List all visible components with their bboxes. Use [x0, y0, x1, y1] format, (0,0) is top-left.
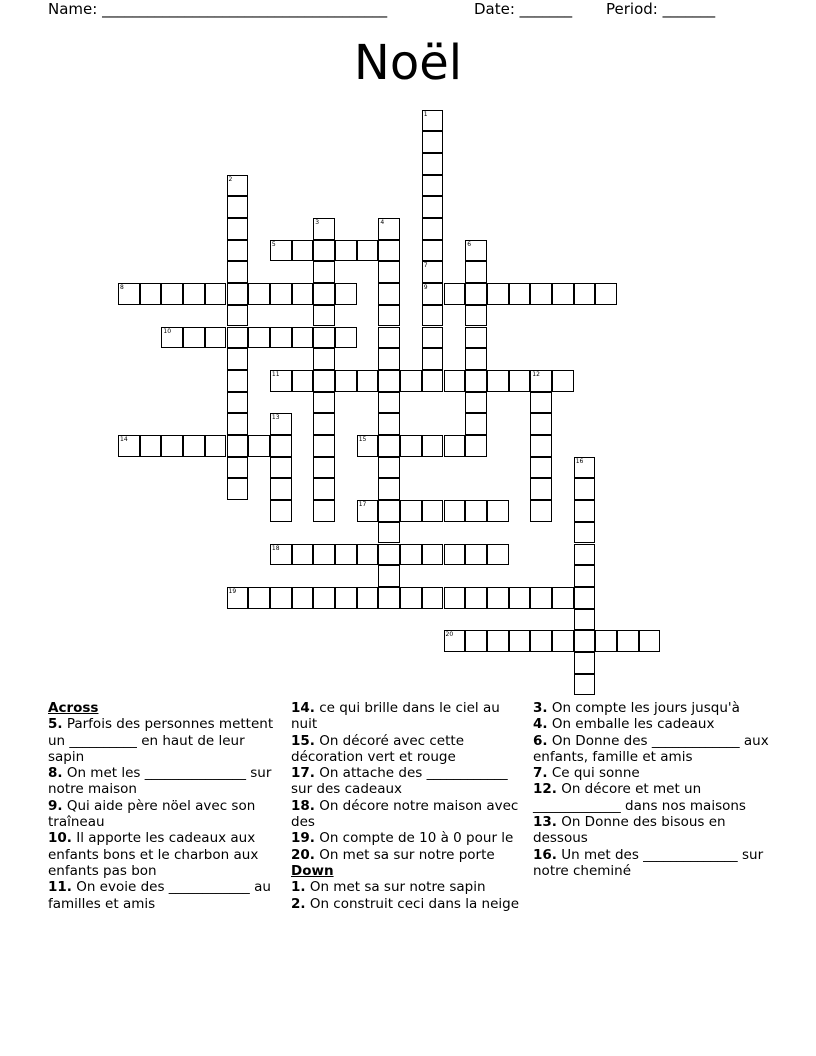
crossword-cell[interactable]	[422, 240, 444, 262]
clue-number: 9.	[48, 797, 63, 814]
crossword-cell[interactable]	[378, 413, 400, 435]
crossword-cell[interactable]	[422, 261, 444, 283]
crossword-cell[interactable]	[227, 218, 249, 240]
page-title: Noël	[353, 35, 463, 91]
crossword-cell[interactable]	[422, 370, 444, 392]
crossword-cell[interactable]	[465, 370, 487, 392]
crossword-cell[interactable]	[118, 435, 140, 457]
crossword-cell[interactable]	[617, 630, 639, 652]
crossword-cell[interactable]	[465, 392, 487, 414]
crossword-cell[interactable]	[378, 565, 400, 587]
clue-number: 10.	[48, 830, 72, 847]
across-heading: Across	[48, 700, 99, 716]
crossword-cell[interactable]	[422, 327, 444, 349]
crossword-cell[interactable]	[465, 348, 487, 370]
crossword-cell[interactable]	[400, 587, 422, 609]
crossword-cell[interactable]	[248, 587, 270, 609]
clue-number: 6.	[533, 732, 548, 749]
crossword-cell[interactable]	[574, 674, 596, 696]
crossword-cell[interactable]	[183, 327, 205, 349]
crossword-cell[interactable]	[227, 283, 249, 305]
crossword-cell[interactable]	[357, 370, 379, 392]
crossword-cell[interactable]	[400, 544, 422, 566]
clue-number-label: 18	[271, 544, 280, 552]
clue-text: On construit ceci dans la neige	[305, 895, 520, 912]
clue-item	[48, 879, 284, 912]
crossword-cell[interactable]	[227, 413, 249, 435]
clue-number-label: 3	[315, 219, 320, 226]
clue-text: Un met des ______________ sur notre cheminé	[533, 846, 764, 879]
crossword-cell[interactable]	[313, 500, 335, 522]
crossword-cell[interactable]	[552, 630, 574, 652]
crossword-cell[interactable]	[335, 587, 357, 609]
name-field[interactable]: Name: ______________________________________	[48, 0, 388, 18]
crossword-cell[interactable]	[574, 652, 596, 674]
crossword-cell[interactable]	[422, 175, 444, 197]
clue-number: 8.	[48, 765, 63, 782]
clue-text: Ce qui sonne	[547, 765, 640, 782]
crossword-cell[interactable]	[227, 587, 249, 609]
crossword-cell[interactable]	[574, 565, 596, 587]
crossword-cell[interactable]	[530, 413, 552, 435]
crossword-cell[interactable]	[465, 283, 487, 305]
clue-text: On emballe les cadeaux	[547, 716, 715, 733]
crossword-cell[interactable]	[292, 587, 314, 609]
crossword-cell[interactable]	[378, 457, 400, 479]
crossword-cell[interactable]	[378, 348, 400, 370]
date-field[interactable]: Date: _______	[474, 0, 573, 18]
clue-item	[291, 733, 527, 766]
crossword-cell[interactable]	[574, 630, 596, 652]
clue-text: On compte de 10 à 0 pour le	[314, 830, 514, 847]
crossword-cell[interactable]	[378, 522, 400, 544]
clue-number: 2.	[291, 895, 306, 912]
clue-number: 14.	[291, 700, 315, 716]
crossword-cell[interactable]	[335, 370, 357, 392]
crossword-cell[interactable]	[313, 587, 335, 609]
crossword-cell[interactable]	[313, 218, 335, 240]
crossword-cell[interactable]	[227, 348, 249, 370]
clue-number-label: 5	[271, 240, 276, 248]
clue-item	[533, 700, 769, 716]
clue-number-label: 9	[423, 284, 428, 292]
crossword-cell[interactable]	[378, 327, 400, 349]
crossword-cell[interactable]	[313, 413, 335, 435]
crossword-cell[interactable]	[335, 283, 357, 305]
clue-text: On evoie des ____________ au familles et amis	[48, 879, 271, 912]
crossword-cell[interactable]	[378, 392, 400, 414]
crossword-cell[interactable]	[140, 435, 162, 457]
crossword-cell[interactable]	[400, 370, 422, 392]
crossword-cell[interactable]	[530, 478, 552, 500]
crossword-cell[interactable]	[183, 435, 205, 457]
crossword-cell[interactable]	[378, 587, 400, 609]
clue-number-label: 15	[358, 436, 367, 443]
clue-text: On met les _______________ sur notre maison	[48, 765, 272, 798]
clue-number: 13.	[533, 814, 557, 831]
crossword-cell[interactable]	[465, 500, 487, 522]
crossword-cell[interactable]	[378, 218, 400, 240]
clue-number-label: 6	[467, 240, 472, 248]
crossword-cell[interactable]	[227, 457, 249, 479]
crossword-cell[interactable]	[422, 131, 444, 153]
clue-number-label: 1	[423, 110, 428, 118]
clue-item	[533, 733, 769, 766]
crossword-cell[interactable]	[465, 544, 487, 566]
crossword-cell[interactable]	[248, 327, 270, 349]
crossword-cell[interactable]	[509, 283, 531, 305]
crossword-cell[interactable]	[639, 630, 661, 652]
crossword-cell[interactable]	[313, 283, 335, 305]
crossword-cell[interactable]	[574, 283, 596, 305]
clue-text: ce qui brille dans le ciel au nuit	[291, 700, 500, 733]
clue-item	[533, 847, 769, 880]
clue-text: Il apporte les cadeaux aux enfants bons et le charbon aux enfants pas bon	[48, 830, 259, 879]
crossword-cell[interactable]	[313, 478, 335, 500]
crossword-cell[interactable]	[487, 283, 509, 305]
clue-item	[533, 781, 769, 814]
crossword-cell[interactable]	[530, 392, 552, 414]
crossword-cell[interactable]	[292, 240, 314, 262]
crossword-cell[interactable]	[487, 544, 509, 566]
clue-number-label: 11	[271, 370, 280, 378]
crossword-cell[interactable]	[292, 327, 314, 349]
crossword-cell[interactable]	[487, 630, 509, 652]
crossword-cell[interactable]	[465, 413, 487, 435]
crossword-cell[interactable]	[552, 370, 574, 392]
crossword-cell[interactable]	[422, 587, 444, 609]
crossword-cell[interactable]	[313, 370, 335, 392]
crossword-cell[interactable]	[444, 544, 466, 566]
crossword-cell[interactable]	[465, 587, 487, 609]
crossword-cell[interactable]	[248, 283, 270, 305]
crossword-cell[interactable]	[487, 500, 509, 522]
crossword-cell[interactable]	[357, 435, 379, 457]
crossword-cell[interactable]	[422, 544, 444, 566]
clue-number-label: 17	[358, 501, 367, 509]
crossword-cell[interactable]	[227, 478, 249, 500]
crossword-cell[interactable]	[227, 392, 249, 414]
crossword-cell[interactable]	[422, 153, 444, 175]
clue-number: 16.	[533, 846, 557, 863]
clue-number: 20.	[291, 846, 315, 863]
clue-number-label: 2	[228, 175, 233, 183]
clue-item	[291, 879, 527, 895]
crossword-cell[interactable]	[313, 261, 335, 283]
crossword-cell[interactable]	[487, 587, 509, 609]
crossword-cell[interactable]	[140, 283, 162, 305]
crossword-cell[interactable]	[487, 370, 509, 392]
crossword-cell[interactable]	[574, 609, 596, 631]
crossword-cell[interactable]	[444, 283, 466, 305]
crossword-cell[interactable]	[292, 544, 314, 566]
clue-number: 1.	[291, 879, 306, 896]
crossword-cell[interactable]	[270, 240, 292, 262]
crossword-cell[interactable]	[422, 435, 444, 457]
crossword-cell[interactable]	[574, 457, 596, 479]
crossword-cell[interactable]	[270, 435, 292, 457]
crossword-cell[interactable]	[357, 544, 379, 566]
crossword-cell[interactable]	[378, 283, 400, 305]
crossword-cell[interactable]	[465, 435, 487, 457]
crossword-cell[interactable]	[465, 261, 487, 283]
crossword-cell[interactable]	[227, 435, 249, 457]
clue-text: On met sa sur notre sapin	[305, 879, 486, 896]
crossword-cell[interactable]	[292, 370, 314, 392]
crossword-cell[interactable]	[574, 544, 596, 566]
crossword-cell[interactable]	[313, 392, 335, 414]
crossword-cell[interactable]	[378, 478, 400, 500]
clue-item	[533, 814, 769, 847]
clue-text: On Donne des bisous en dessous	[533, 814, 726, 847]
clue-item	[533, 716, 769, 732]
crossword-cell[interactable]	[227, 327, 249, 349]
crossword-cell[interactable]	[444, 587, 466, 609]
crossword-cell[interactable]	[465, 630, 487, 652]
crossword-cell[interactable]	[227, 370, 249, 392]
crossword-cell[interactable]	[227, 240, 249, 262]
crossword-cell[interactable]	[595, 283, 617, 305]
crossword-cell[interactable]	[335, 240, 357, 262]
crossword-cell[interactable]	[552, 283, 574, 305]
crossword-cell[interactable]	[227, 261, 249, 283]
crossword-cell[interactable]	[270, 370, 292, 392]
clue-number: 7.	[533, 765, 548, 782]
clue-item	[291, 830, 527, 846]
clue-text: On met sa sur notre porte	[314, 846, 495, 863]
crossword-cell[interactable]	[574, 587, 596, 609]
clues-column-1	[48, 700, 284, 912]
clues-column-3	[533, 700, 769, 879]
crossword-cell[interactable]	[530, 283, 552, 305]
crossword-cell[interactable]	[530, 435, 552, 457]
crossword-cell[interactable]	[292, 283, 314, 305]
crossword-cell[interactable]	[270, 587, 292, 609]
crossword-cell[interactable]	[183, 283, 205, 305]
crossword-cell[interactable]	[248, 435, 270, 457]
clue-text: On décore notre maison avec des	[291, 797, 519, 831]
down-heading: Down	[291, 862, 334, 879]
crossword-cell[interactable]	[422, 500, 444, 522]
crossword-cell[interactable]	[444, 630, 466, 652]
crossword-cell[interactable]	[422, 348, 444, 370]
crossword-cell[interactable]	[444, 500, 466, 522]
clue-number: 11.	[48, 879, 72, 896]
clue-number: 19.	[291, 830, 315, 847]
crossword-cell[interactable]	[118, 283, 140, 305]
crossword-cell[interactable]	[574, 522, 596, 544]
crossword-cell[interactable]	[161, 435, 183, 457]
crossword-cell[interactable]	[595, 630, 617, 652]
clue-text: On décore et met un _____________ dans nos maisons	[533, 781, 746, 814]
crossword-cell[interactable]	[227, 305, 249, 327]
crossword-cell[interactable]	[400, 500, 422, 522]
crossword-cell[interactable]	[227, 175, 249, 197]
clue-number-label: 16	[575, 457, 584, 465]
clue-number: 3.	[533, 700, 548, 716]
crossword-cell[interactable]	[574, 500, 596, 522]
crossword-cell[interactable]	[465, 305, 487, 327]
clue-number-label: 12	[532, 370, 540, 378]
crossword-cell[interactable]	[378, 305, 400, 327]
crossword-cell[interactable]	[205, 327, 227, 349]
crossword-cell[interactable]	[270, 327, 292, 349]
crossword-cell[interactable]	[161, 283, 183, 305]
crossword-cell[interactable]	[378, 370, 400, 392]
crossword-cell[interactable]	[530, 500, 552, 522]
crossword-cell[interactable]	[270, 500, 292, 522]
crossword-cell[interactable]	[313, 348, 335, 370]
crossword-cell[interactable]	[509, 587, 531, 609]
crossword-cell[interactable]	[161, 327, 183, 349]
crossword-cell[interactable]	[422, 110, 444, 132]
clue-number: 18.	[291, 797, 315, 814]
clue-number-label: 8	[120, 284, 124, 292]
crossword-cell[interactable]	[270, 457, 292, 479]
clue-item	[48, 798, 284, 831]
crossword-cell[interactable]	[205, 283, 227, 305]
crossword-cell[interactable]	[530, 587, 552, 609]
crossword-cell[interactable]	[574, 478, 596, 500]
clue-item	[48, 765, 284, 798]
clue-number-label: 19	[228, 587, 237, 595]
crossword-cell[interactable]	[422, 305, 444, 327]
crossword-cell[interactable]	[530, 457, 552, 479]
crossword-cell[interactable]	[530, 630, 552, 652]
crossword-cell[interactable]	[378, 261, 400, 283]
clue-text: On décoré avec cette décoration vert et rouge	[291, 732, 464, 765]
crossword-cell[interactable]	[378, 500, 400, 522]
crossword-cell[interactable]	[357, 500, 379, 522]
clue-text: On attache des ____________ sur des cadeaux	[291, 765, 508, 798]
clue-number: 12.	[533, 781, 557, 798]
clue-item	[291, 896, 527, 912]
clue-number: 4.	[533, 716, 548, 733]
clue-item	[291, 765, 527, 798]
crossword-cell[interactable]	[465, 327, 487, 349]
period-field[interactable]: Period: _______	[606, 0, 716, 18]
crossword-cell[interactable]	[313, 544, 335, 566]
crossword-cell[interactable]	[335, 327, 357, 349]
crossword-cell[interactable]	[444, 435, 466, 457]
crossword-cell[interactable]	[357, 240, 379, 262]
clue-number: 15.	[291, 732, 315, 749]
crossword-cell[interactable]	[509, 630, 531, 652]
crossword-cell[interactable]	[357, 587, 379, 609]
crossword-cell[interactable]	[530, 370, 552, 392]
crossword-cell[interactable]	[444, 370, 466, 392]
clue-item	[533, 765, 769, 781]
clues-column-2	[291, 700, 527, 912]
clue-number: 5.	[48, 716, 63, 733]
crossword-cell[interactable]	[313, 305, 335, 327]
crossword-cell[interactable]	[378, 544, 400, 566]
crossword-cell[interactable]	[313, 435, 335, 457]
clue-text: Qui aide père nöel avec son traîneau	[48, 797, 256, 831]
crossword-cell[interactable]	[552, 587, 574, 609]
clue-number-label: 10	[163, 327, 172, 335]
clue-number-label: 20	[445, 631, 454, 639]
crossword-cell[interactable]	[509, 370, 531, 392]
crossword-cell[interactable]	[465, 240, 487, 262]
clue-number-label: 7	[423, 262, 428, 270]
clue-item	[291, 700, 527, 733]
clue-number-label: 4	[380, 219, 385, 226]
crossword-cell[interactable]	[270, 283, 292, 305]
clue-item	[291, 798, 527, 831]
crossword-cell[interactable]	[422, 218, 444, 240]
crossword-cell[interactable]	[227, 196, 249, 218]
crossword-cell[interactable]	[335, 544, 357, 566]
crossword-cell[interactable]	[378, 240, 400, 262]
clue-number-label: 13	[271, 414, 280, 422]
crossword-cell[interactable]	[313, 327, 335, 349]
crossword-cell[interactable]	[313, 457, 335, 479]
crossword-cell[interactable]	[270, 544, 292, 566]
clue-item	[291, 847, 527, 863]
crossword-cell[interactable]	[205, 435, 227, 457]
crossword-cell[interactable]	[270, 478, 292, 500]
crossword-cell[interactable]	[422, 283, 444, 305]
clue-text: Parfois des personnes mettent un __________ en haut de leur sapin	[48, 716, 274, 765]
clue-number-label: 14	[120, 436, 128, 443]
crossword-cell[interactable]	[270, 413, 292, 435]
crossword-cell[interactable]	[422, 196, 444, 218]
clue-item	[48, 830, 284, 879]
clue-text: On compte les jours jusqu'à	[547, 700, 740, 716]
crossword-cell[interactable]	[313, 240, 335, 262]
crossword-cell[interactable]	[400, 435, 422, 457]
clue-text: On Donne des _____________ aux enfants, famille et amis	[533, 732, 769, 765]
crossword-cell[interactable]	[378, 435, 400, 457]
clue-number: 17.	[291, 765, 315, 782]
clue-item	[48, 716, 284, 765]
